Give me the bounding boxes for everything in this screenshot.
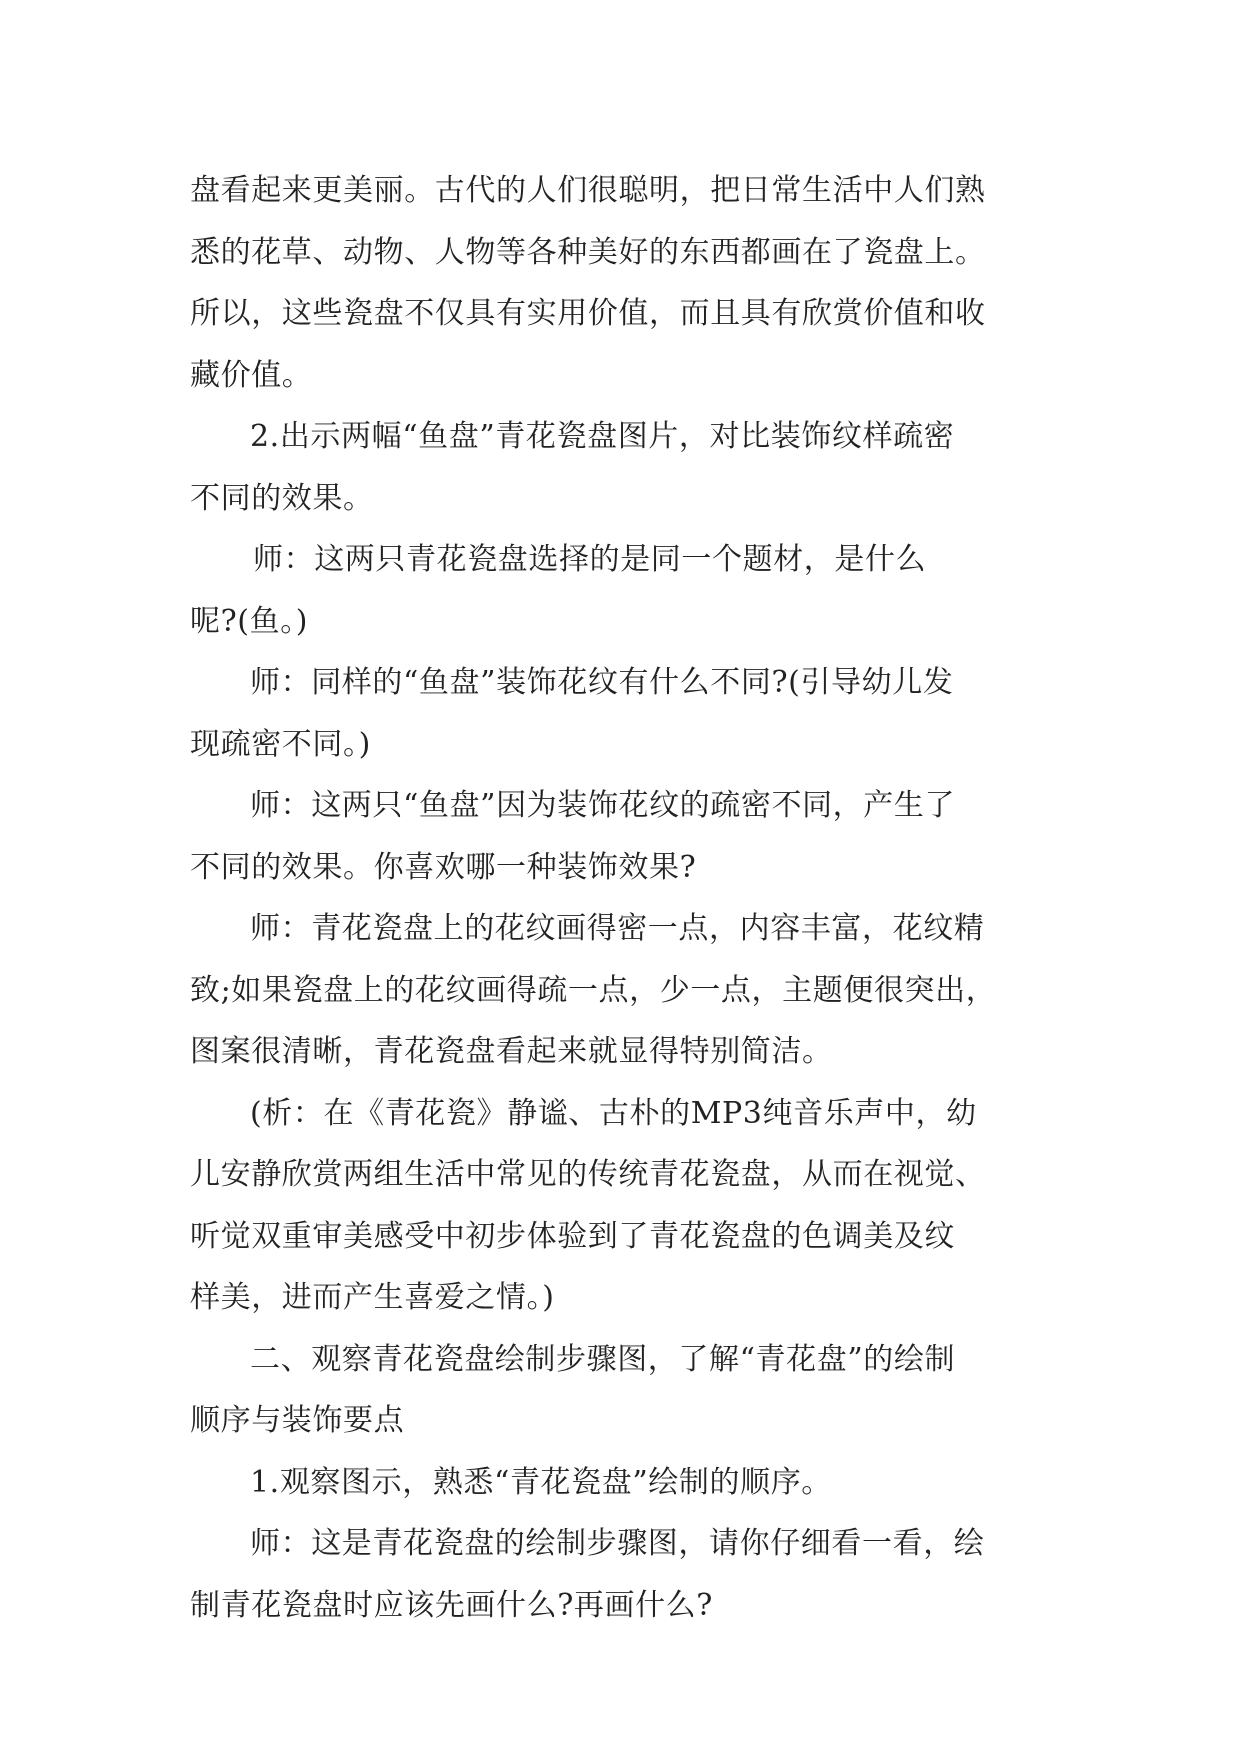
text-line: 悉的花草、动物、人物等各种美好的东西都画在了瓷盘上。 — [190, 234, 986, 270]
text-line: 顺序与装饰要点 — [190, 1403, 405, 1438]
text-line: 不同的效果。你喜欢哪一种装饰效果? — [190, 849, 697, 885]
text-line: 制青花瓷盘时应该先画什么?再画什么? — [190, 1587, 713, 1623]
document-body — [190, 160, 1050, 1636]
text-line: 2.出示两幅“鱼盘”青花瓷盘图片，对比装饰纹样疏密 — [250, 419, 955, 454]
text-line: 师：这是青花瓷盘的绘制步骤图，请你仔细看一看，绘 — [250, 1526, 985, 1561]
text-line: 现疏密不同。) — [190, 726, 371, 762]
text-line: 盘看起来更美丽。古代的人们很聪明，把日常生活中人们熟 — [190, 173, 986, 208]
text-line: 师：青花瓷盘上的花纹画得密一点，内容丰富，花纹精 — [250, 911, 985, 946]
text-line: 所以，这些瓷盘不仅具有实用价值，而且具有欣赏价值和收 — [190, 296, 986, 331]
text-line: 不同的效果。 — [190, 480, 374, 516]
text-line: 致;如果瓷盘上的花纹画得疏一点，少一点，主题便很突出， — [190, 972, 997, 1008]
text-line: (析：在《青花瓷》静谧、古朴的MP3纯音乐声中，幼 — [250, 1095, 977, 1131]
text-line: 师：这两只“鱼盘”因为装饰花纹的疏密不同，产生了 — [250, 788, 956, 823]
text-line: 听觉双重审美感受中初步体验到了青花瓷盘的色调美及纹 — [190, 1218, 955, 1254]
text-line: 图案很清晰，青花瓷盘看起来就显得特别简洁。 — [190, 1034, 833, 1069]
text-line: 师：这两只青花瓷盘选择的是同一个题材，是什么 — [253, 542, 927, 577]
text-line: 藏价值。 — [190, 357, 313, 393]
text-line: 呢?(鱼。) — [190, 603, 309, 639]
text-line: 师：同样的“鱼盘”装饰花纹有什么不同?(引导幼儿发 — [250, 665, 954, 700]
text-line: 二、观察青花瓷盘绘制步骤图，了解“青花盘”的绘制 — [250, 1341, 956, 1377]
text-line: 儿安静欣赏两组生活中常见的传统青花瓷盘，从而在视觉、 — [190, 1157, 986, 1192]
text-line: 1.观察图示，熟悉“青花瓷盘”绘制的顺序。 — [250, 1464, 832, 1500]
text-line: 样美，进而产生喜爱之情。) — [190, 1280, 555, 1315]
